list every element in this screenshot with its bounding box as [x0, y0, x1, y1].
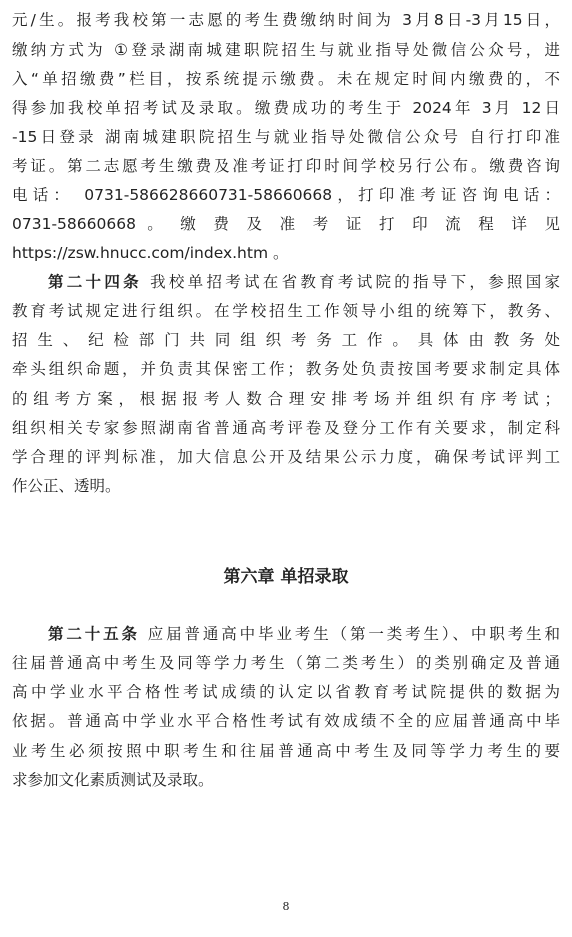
- article-25-label: 第二十五条: [48, 625, 140, 643]
- article-24-first-text: 我校单招考试在省教育考试院的指导下，参照国家: [150, 273, 560, 291]
- url-text-line: https://zsw.hnucc.com/index.htm 。: [12, 244, 289, 262]
- text-line: 得参加我校单招考试及录取。缴费成功的考生于 2024年 3月 12日: [12, 99, 560, 117]
- article-25-first-line: [48, 624, 560, 644]
- text-line: 往届普通高中考生及同等学力考生（第二类考生）的类别确定及普通: [12, 654, 560, 672]
- page-number: 8: [282, 900, 290, 913]
- text-line: 业考生必须按照中职考生和往届普通高中考生及同等学力考生的要: [12, 742, 560, 760]
- text-line: 求参加文化素质测试及录取。: [12, 771, 214, 789]
- text-line: 依据。普通高中学业水平合格性考试有效成绩不全的应届普通高中毕: [12, 712, 560, 730]
- text-line: 招生、纪检部门共同组织考务工作。具体由教务处: [12, 331, 560, 349]
- text-line: 考证。第二志愿考生缴费及准考证打印时间学校另行公布。缴费咨询: [12, 157, 560, 175]
- text-line: 的组考方案，根据报考人数合理安排考场并组织有序考试；: [12, 390, 560, 408]
- text-line: 入“单招缴费”栏目，按系统提示缴费。未在规定时间内缴费的，不: [12, 70, 560, 88]
- chapter-heading: 第六章 单招录取: [223, 567, 349, 587]
- article-25-first-text: 应届普通高中毕业考生（第一类考生）、中职考生和: [147, 625, 560, 643]
- text-line: 缴纳方式为 ①登录湖南城建职院招生与就业指导处微信公众号，进: [12, 41, 560, 59]
- article-24-first-line: [48, 272, 560, 292]
- text-line: 组织相关专家参照湖南省普通高考评卷及登分工作有关要求，制定科: [12, 419, 560, 437]
- text-line: 电话： 0731-586628660731-58660668，打印准考证咨询电话：: [12, 186, 560, 204]
- text-line: 教育考试规定进行组织。在学校招生工作领导小组的统筹下，教务、: [12, 302, 560, 320]
- text-line: 学合理的评判标准，加大信息公开及结果公示力度，确保考试评判工: [12, 448, 560, 466]
- text-line: -15日登录 湖南城建职院招生与就业指导处微信公众号 自行打印准: [12, 128, 560, 146]
- text-line: 作公正、透明。: [12, 477, 121, 495]
- text-line: 元/生。报考我校第一志愿的考生费缴纳时间为 3月8日-3月15日，: [12, 11, 560, 29]
- article-24-label: 第二十四条: [48, 273, 142, 291]
- text-line: 高中学业水平合格性考试成绩的认定以省教育考试院提供的数据为: [12, 683, 560, 701]
- text-line: 0731-58660668 。 缴 费 及 准 考 证 打 印 流 程 详 见: [12, 215, 560, 233]
- text-line: 牵头组织命题，并负责其保密工作；教务处负责按国考要求制定具体: [12, 360, 560, 378]
